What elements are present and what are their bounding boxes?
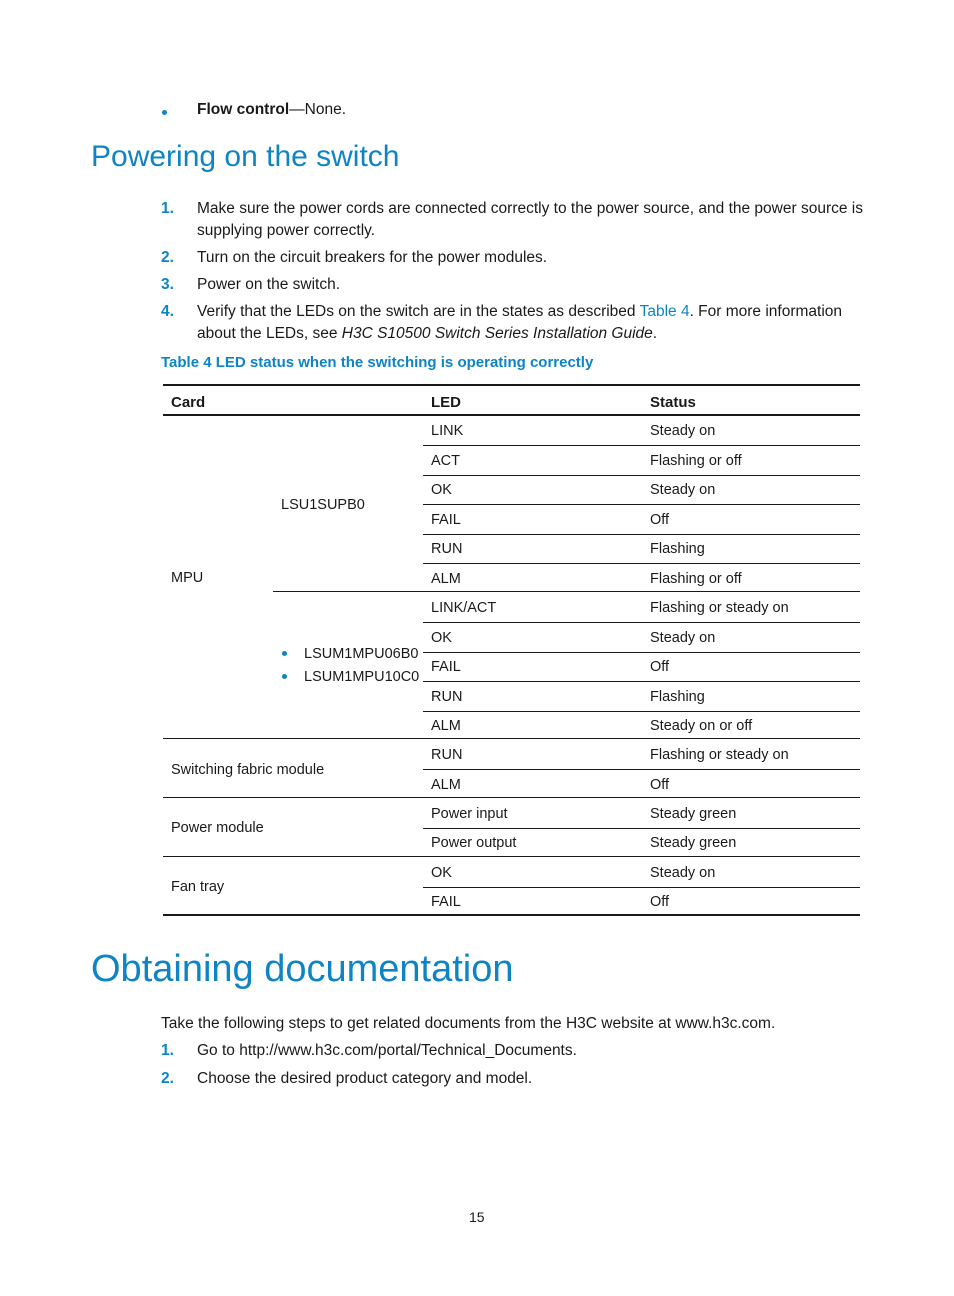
row-rule (423, 622, 860, 623)
row-rule (423, 445, 860, 446)
row-rule (423, 563, 860, 564)
status-cell: Flashing or steady on (650, 600, 789, 616)
status-cell: Steady on (650, 423, 716, 439)
flow-control-bullet (197, 99, 346, 121)
card-lsum-06b0: LSUM1MPU06B0 (304, 646, 419, 662)
table-top-rule (163, 384, 860, 386)
step-text-part: . For more information about the LEDs, see (197, 303, 843, 342)
page-number: 15 (469, 1209, 485, 1225)
table-caption: Table 4 LED status when the switching is operating correctly (161, 354, 594, 371)
card-power-module: Power module (171, 820, 264, 836)
status-cell: Steady on (650, 482, 716, 498)
step-number: 3. (161, 276, 174, 293)
row-rule (423, 769, 860, 770)
step-text: Make sure the power cords are connected correctly to the power source, and the power source is supplying power correctly. (197, 200, 863, 239)
card-fan-tray: Fan tray (171, 879, 225, 895)
row-rule (423, 887, 860, 888)
header-rule (163, 414, 860, 416)
led-cell: FAIL (431, 512, 461, 528)
row-rule (423, 504, 860, 505)
led-cell: LINK/ACT (431, 600, 497, 616)
step-text: Power on the switch. (197, 276, 341, 293)
status-cell: Off (650, 512, 670, 528)
status-cell: Steady on (650, 865, 716, 881)
section-title-powering: Powering on the switch (91, 140, 400, 173)
led-cell: LINK (431, 423, 464, 439)
status-cell: Steady green (650, 806, 737, 822)
header-card: Card (171, 394, 206, 411)
led-cell: ALM (431, 571, 461, 587)
status-cell: Flashing or steady on (650, 747, 789, 763)
led-cell: OK (431, 482, 452, 498)
step-number: 1. (161, 1042, 174, 1059)
row-rule (423, 534, 860, 535)
section2-intro: Take the following steps to get related documents from the H3C website at www.h3c.com. (161, 1015, 776, 1032)
group-rule (273, 591, 860, 592)
step-text: Choose the desired product category and model. (197, 1070, 533, 1087)
group-rule (163, 738, 860, 739)
status-cell: Off (650, 894, 670, 910)
led-cell: RUN (431, 689, 463, 705)
section-title-obtaining-docs: Obtaining documentation (91, 948, 514, 990)
status-cell: Flashing or off (650, 571, 742, 587)
status-cell: Steady on or off (650, 718, 753, 734)
step-text: Go to http://www.h3c.com/portal/Technical_Documents. (197, 1042, 577, 1059)
bullet-dot (282, 651, 287, 656)
table-4-link[interactable]: Table 4 (639, 303, 690, 320)
row-rule (423, 475, 860, 476)
led-cell: OK (431, 865, 452, 881)
led-cell: Power output (431, 835, 517, 851)
led-cell: FAIL (431, 894, 461, 910)
status-cell: Off (650, 659, 670, 675)
led-cell: Power input (431, 806, 508, 822)
bullet-dot (282, 674, 287, 679)
status-cell: Flashing (650, 541, 705, 557)
row-rule (423, 652, 860, 653)
guide-title: H3C S10500 Switch Series Installation Guide (341, 325, 653, 342)
led-cell: RUN (431, 541, 463, 557)
step-number: 4. (161, 303, 174, 320)
row-rule (423, 828, 860, 829)
step-text (197, 301, 869, 345)
group-rule (163, 797, 860, 798)
header-status: Status (650, 394, 696, 411)
bullet-rest: —None. (289, 101, 347, 118)
status-cell: Steady on (650, 630, 716, 646)
status-cell: Flashing or off (650, 453, 742, 469)
led-cell: FAIL (431, 659, 461, 675)
led-cell: OK (431, 630, 452, 646)
bullet-dot (162, 110, 167, 115)
led-cell: RUN (431, 747, 463, 763)
status-cell: Flashing (650, 689, 705, 705)
step-number: 2. (161, 1070, 174, 1087)
row-rule (423, 681, 860, 682)
card-lsum-10c0: LSUM1MPU10C0 (304, 669, 420, 685)
table-bottom-rule (163, 914, 860, 916)
led-cell: ALM (431, 777, 461, 793)
status-cell: Steady green (650, 835, 737, 851)
card-lsu1supb0: LSU1SUPB0 (281, 497, 365, 513)
row-rule (423, 711, 860, 712)
bullet-bold: Flow control (197, 101, 290, 118)
step-text-part: . (652, 325, 658, 342)
header-led: LED (431, 394, 461, 411)
step-number: 1. (161, 200, 174, 217)
led-cell: ACT (431, 453, 460, 469)
step-number: 2. (161, 249, 174, 266)
step-text-part: Verify that the LEDs on the switch are in the states as described (197, 303, 640, 320)
group-rule (163, 856, 860, 857)
step-text: Turn on the circuit breakers for the power modules. (197, 249, 548, 266)
led-cell: ALM (431, 718, 461, 734)
card-mpu: MPU (171, 570, 204, 586)
status-cell: Off (650, 777, 670, 793)
card-switching-fabric: Switching fabric module (171, 762, 325, 778)
